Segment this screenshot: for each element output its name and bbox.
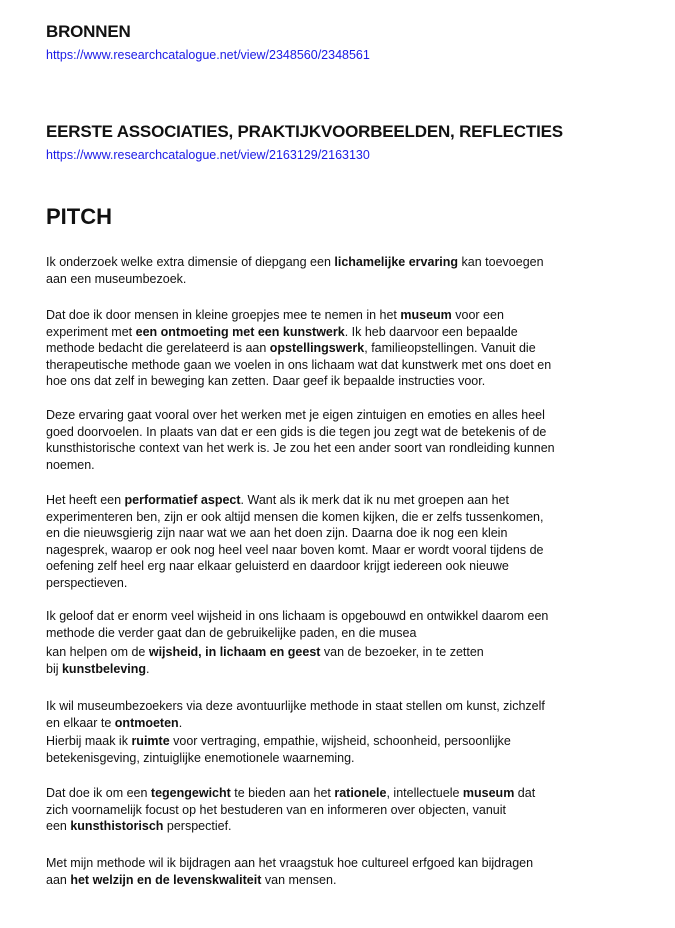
text-line: hoe ons dat zelf in beweging kan zetten. Daar geef ik bepaalde instructies voor.	[46, 374, 486, 388]
pitch-heading: PITCH	[46, 204, 112, 229]
pitch-paragraph-4	[46, 492, 566, 591]
text-line: kunsthistorische context van het werk is. Je zou het een ander soort van rondleiding kunnen	[46, 441, 555, 455]
text-line: goed doorvoelen. In plaats van dat er een gids is die tegen jou zegt wat de betekenis of de	[46, 424, 547, 439]
pitch-paragraph-5	[46, 608, 566, 677]
associations-link[interactable]: https://www.researchcatalogue.net/view/2163129/2163130	[46, 148, 370, 162]
text-line: en elkaar te ontmoeten.	[46, 715, 183, 730]
text-line: nagesprek, waarop er ook nog heel veel naar boven komt. Maar er wordt vooral tijdens de	[46, 542, 544, 557]
text-line: Ik onderzoek welke extra dimensie of diepgang een lichamelijke ervaring kan toevoegen	[46, 255, 544, 269]
sources-link[interactable]: https://www.researchcatalogue.net/view/2348560/2348561	[46, 48, 370, 62]
text-line: oefening zelf heel erg naar elkaar geluisterd en daardoor krijgt iedereen ook nieuwe	[46, 559, 509, 573]
text-line: een kunsthistorisch perspectief.	[46, 819, 232, 833]
text-line: Dat doe ik om een tegengewicht te bieden aan het rationele, intellectuele museum dat	[46, 786, 536, 800]
pitch-paragraph-8	[46, 855, 566, 888]
pitch-paragraph-1	[46, 254, 566, 287]
text-line: therapeutische methode gaan we voelen in ons lichaam wat dat kunstwerk met ons doet en	[46, 357, 552, 372]
text-line: Hierbij maak ik ruimte voor vertraging, empathie, wijsheid, schoonheid, persoonlijke	[46, 734, 511, 748]
text-line: betekenisgeving, zintuiglijke enemotionele waarneming.	[46, 750, 355, 765]
text-line: zich voornamelijk focust op het bestuderen van en informeren over objecten, vanuit	[46, 802, 506, 817]
text-line: noemen.	[46, 457, 95, 472]
pitch-paragraph-3	[46, 407, 566, 473]
text-line: methode bedacht die gerelateerd is aan opstellingswerk, familieopstellingen. Vanuit die	[46, 341, 536, 355]
text-line: Met mijn methode wil ik bijdragen aan het vraagstuk hoe cultureel erfgoed kan bijdragen	[46, 856, 534, 870]
text-line: bij kunstbeleving.	[46, 661, 150, 676]
text-line: Het heeft een performatief aspect. Want als ik merk dat ik nu met groepen aan het	[46, 493, 509, 507]
text-line: experiment met een ontmoeting met een kunstwerk. Ik heb daarvoor een bepaalde	[46, 324, 518, 339]
text-line: Ik geloof dat er enorm veel wijsheid in ons lichaam is opgebouwd en ontwikkel daarom een	[46, 609, 549, 623]
text-line: en die nieuwsgierig zijn naar wat we aan het doen zijn. Daarna doe ik nog een klein	[46, 526, 508, 540]
sources-heading: BRONNEN	[46, 22, 131, 41]
text-line: aan het welzijn en de levenskwaliteit van mensen.	[46, 872, 337, 887]
text-line: Ik wil museumbezoekers via deze avontuurlijke methode in staat stellen om kunst, zichzelf	[46, 699, 545, 713]
text-line: Dat doe ik door mensen in kleine groepjes mee te nemen in het museum voor een	[46, 308, 504, 322]
text-line: methode die verder gaat dan de gebruikelijke paden, en die musea	[46, 625, 417, 640]
pitch-paragraph-6	[46, 698, 566, 766]
associations-heading: EERSTE ASSOCIATIES, PRAKTIJKVOORBEELDEN, REFLECTIES	[46, 122, 563, 141]
text-line: experimenteren ben, zijn er ook altijd mensen die komen kijken, die er zelfs tussenkomen,	[46, 509, 544, 524]
pitch-paragraph-7	[46, 785, 566, 835]
pitch-paragraph-2	[46, 307, 566, 390]
text-line: perspectieven.	[46, 575, 128, 590]
text-line: kan helpen om de wijsheid, in lichaam en geest van de bezoeker, in te zetten	[46, 645, 484, 659]
text-line: aan een museumbezoek.	[46, 271, 187, 286]
text-line: Deze ervaring gaat vooral over het werken met je eigen zintuigen en emoties en alles heel	[46, 408, 545, 422]
